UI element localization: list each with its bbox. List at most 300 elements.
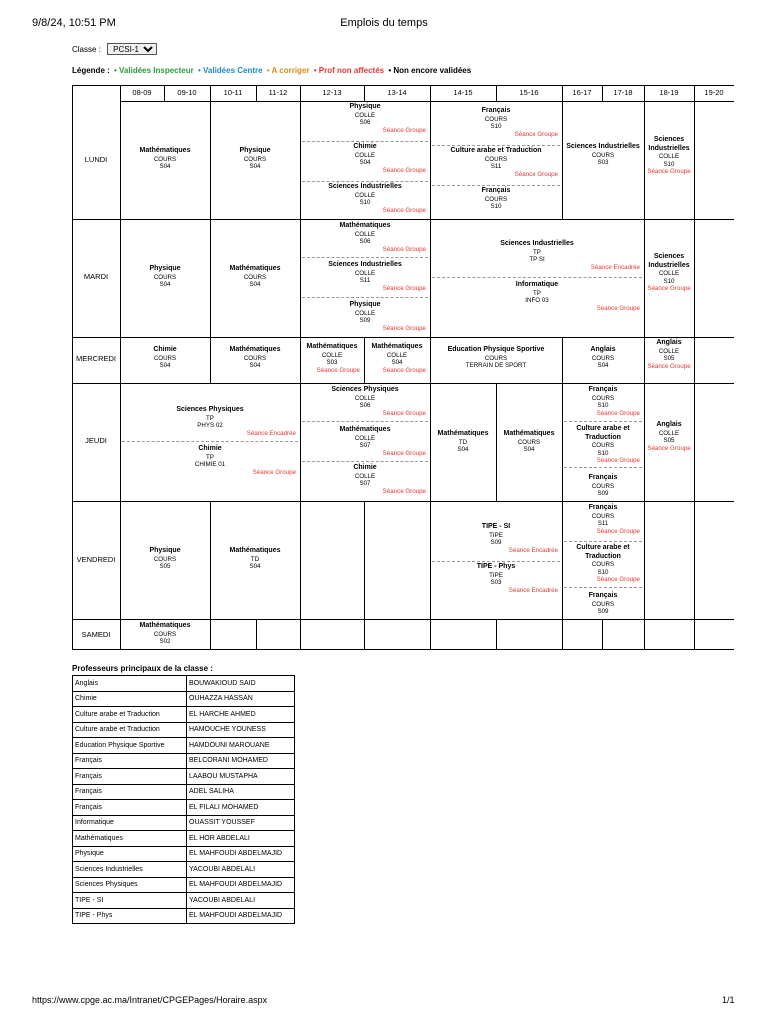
profs-subject: Français bbox=[73, 800, 187, 816]
session-cell[interactable] bbox=[120, 622, 210, 646]
profs-row bbox=[73, 877, 295, 893]
profs-teacher: EL HARCHE AHMED bbox=[187, 707, 295, 723]
session-cell[interactable] bbox=[210, 265, 300, 289]
session-cell[interactable] bbox=[300, 301, 430, 332]
session-group-note: Séance Groupe bbox=[596, 304, 640, 312]
hour-header: 11-12 bbox=[268, 88, 288, 97]
separator-dashed bbox=[122, 441, 298, 442]
session-subject: Français bbox=[588, 592, 618, 599]
session-group-note: Séance Groupe bbox=[382, 206, 426, 214]
session-room: S04 bbox=[159, 281, 171, 288]
session-subject: Français bbox=[588, 474, 618, 481]
session-room: S05 bbox=[159, 563, 171, 570]
session-cell[interactable] bbox=[644, 136, 694, 176]
session-subject: Sciences Industrielles bbox=[328, 261, 402, 268]
profs-row bbox=[73, 707, 295, 723]
session-subject: Chimie bbox=[353, 464, 377, 471]
session-room: TERRAIN DE SPORT bbox=[465, 362, 527, 369]
session-subject: Sciences Industrielles bbox=[648, 253, 690, 269]
profs-subject: Chimie bbox=[73, 691, 187, 707]
session-group-note: Séance Groupe bbox=[382, 409, 426, 417]
session-cell[interactable] bbox=[300, 143, 430, 174]
session-group-note: Séance Encadrée bbox=[508, 586, 558, 594]
profs-subject: Français bbox=[73, 753, 187, 769]
session-cell[interactable] bbox=[300, 222, 430, 253]
profs-row bbox=[73, 831, 295, 847]
session-cell[interactable] bbox=[562, 544, 644, 584]
hour-header: 16-17 bbox=[572, 88, 592, 97]
day-mercredi: MERCREDI bbox=[75, 354, 116, 363]
profs-row bbox=[73, 769, 295, 785]
session-room: S10 bbox=[597, 449, 609, 457]
profs-subject: Sciences Industrielles bbox=[73, 862, 187, 878]
session-type: TIPE bbox=[489, 571, 503, 579]
profs-teacher: EL MAHFOUDI ABDELMAJID bbox=[187, 846, 295, 862]
session-room: S06 bbox=[359, 119, 371, 126]
session-subject: Mathématiques bbox=[339, 426, 391, 433]
session-cell[interactable] bbox=[430, 187, 562, 211]
session-type: COURS bbox=[243, 273, 267, 281]
hour-header: 19-20 bbox=[704, 88, 724, 97]
session-type: COLLE bbox=[386, 351, 408, 359]
session-subject: Chimie bbox=[353, 143, 377, 150]
session-cell[interactable] bbox=[120, 265, 210, 289]
grid-line bbox=[430, 619, 431, 649]
session-cell[interactable] bbox=[430, 346, 562, 370]
session-type: COURS bbox=[591, 442, 615, 449]
session-group-note: Séance Groupe bbox=[647, 285, 691, 292]
session-subject: Mathématiques bbox=[371, 343, 423, 350]
session-group-note: Séance Groupe bbox=[647, 168, 691, 175]
profs-teacher: EL HOR ABDELALI bbox=[187, 831, 295, 847]
profs-row bbox=[73, 753, 295, 769]
session-subject: Mathématiques bbox=[229, 547, 281, 554]
hour-header: 18-19 bbox=[659, 88, 679, 97]
grid-line bbox=[430, 501, 431, 619]
profs-row bbox=[73, 846, 295, 862]
session-group-note: Séance Groupe bbox=[382, 449, 426, 457]
day-mardi: MARDI bbox=[83, 272, 109, 281]
session-type: COURS bbox=[153, 354, 177, 362]
session-type: COLLE bbox=[354, 309, 376, 317]
session-cell[interactable] bbox=[300, 343, 364, 374]
separator-dashed bbox=[432, 185, 560, 186]
grid-line bbox=[694, 383, 695, 501]
profs-table bbox=[72, 675, 295, 924]
profs-teacher: EL FILALI MOHAMED bbox=[187, 800, 295, 816]
session-subject: Sciences Industrielles bbox=[648, 136, 690, 152]
session-room: S11 bbox=[490, 163, 502, 170]
session-cell[interactable] bbox=[562, 474, 644, 498]
grid-line bbox=[210, 619, 211, 649]
grid-line bbox=[72, 501, 734, 502]
separator-dashed bbox=[302, 297, 428, 298]
profs-teacher: EL MAHFOUDI ABDELMAJID bbox=[187, 908, 295, 924]
session-subject: TIPE - Phys bbox=[476, 563, 516, 570]
session-cell[interactable] bbox=[300, 261, 430, 292]
session-room: S04 bbox=[249, 281, 261, 288]
profs-subject: Anglais bbox=[73, 676, 187, 692]
session-subject: Français bbox=[588, 504, 618, 511]
session-cell[interactable] bbox=[430, 107, 562, 138]
legend-validees-centre: • Validées Centre bbox=[197, 66, 263, 75]
session-type: COURS bbox=[591, 561, 615, 568]
session-cell[interactable] bbox=[120, 445, 300, 476]
session-group-note: Séance Groupe bbox=[252, 468, 296, 476]
session-subject: Culture arabe et Traduction bbox=[576, 425, 630, 441]
session-room: S06 bbox=[359, 402, 371, 409]
profs-subject: Culture arabe et Traduction bbox=[73, 707, 187, 723]
session-room: S10 bbox=[663, 160, 675, 168]
session-cell[interactable] bbox=[300, 386, 430, 417]
session-subject: Culture arabe et Traduction bbox=[450, 147, 542, 154]
session-cell[interactable] bbox=[300, 464, 430, 495]
session-cell[interactable] bbox=[562, 143, 644, 167]
session-type: COURS bbox=[484, 354, 508, 362]
session-type: COLLE bbox=[658, 270, 680, 277]
grid-line bbox=[72, 219, 734, 220]
profs-teacher: BOUWAKIOUD SAID bbox=[187, 676, 295, 692]
session-type: COLLE bbox=[658, 347, 680, 355]
session-room: S02 bbox=[159, 638, 171, 645]
grid-line bbox=[72, 619, 734, 620]
classe-selector bbox=[72, 43, 157, 55]
hour-header: 12-13 bbox=[322, 88, 342, 97]
session-room: S10 bbox=[359, 199, 371, 206]
session-room: S04 bbox=[391, 359, 403, 366]
separator-dashed bbox=[564, 541, 642, 542]
hour-header: 08-09 bbox=[132, 88, 152, 97]
session-group-note: Séance Groupe bbox=[382, 126, 426, 134]
grid-line bbox=[72, 649, 734, 650]
grid-line bbox=[120, 101, 734, 102]
session-subject: Français bbox=[481, 187, 511, 194]
session-room: S11 bbox=[359, 277, 371, 284]
session-cell[interactable] bbox=[430, 281, 644, 312]
grid-line bbox=[72, 85, 73, 649]
profs-row bbox=[73, 784, 295, 800]
session-room: S04 bbox=[457, 446, 469, 453]
profs-teacher: OUASSIT YOUSSEF bbox=[187, 815, 295, 831]
profs-subject: TIPE - SI bbox=[73, 893, 187, 909]
profs-row bbox=[73, 676, 295, 692]
profs-teacher: YACOUBI ABDELALI bbox=[187, 893, 295, 909]
session-type: COURS bbox=[591, 600, 615, 608]
grid-line bbox=[694, 501, 695, 619]
session-room: PHYS 02 bbox=[197, 422, 223, 429]
legend-label: Légende : bbox=[72, 66, 110, 75]
grid-line bbox=[72, 383, 734, 384]
session-cell[interactable] bbox=[430, 147, 562, 178]
session-type: COLLE bbox=[354, 472, 376, 480]
session-type: COURS bbox=[591, 482, 615, 490]
hour-header: 15-16 bbox=[519, 88, 539, 97]
session-type: COURS bbox=[153, 155, 177, 163]
session-cell[interactable] bbox=[120, 547, 210, 571]
session-subject: Anglais bbox=[656, 421, 682, 428]
separator-dashed bbox=[564, 467, 642, 468]
session-room: S03 bbox=[597, 159, 609, 166]
hour-header: 10-11 bbox=[223, 88, 243, 97]
classe-label: Classe : bbox=[72, 45, 101, 54]
session-cell[interactable] bbox=[562, 592, 644, 616]
session-subject: Culture arabe et Traduction bbox=[576, 544, 630, 560]
session-subject: Anglais bbox=[656, 339, 682, 346]
separator-dashed bbox=[432, 145, 560, 146]
session-room: S07 bbox=[359, 480, 371, 487]
day-jeudi: JEUDI bbox=[85, 436, 107, 445]
session-cell[interactable] bbox=[300, 103, 430, 134]
session-subject: Physique bbox=[149, 547, 181, 554]
session-subject: Mathématiques bbox=[339, 222, 391, 229]
legend-non-encore-validees: • Non encore validées bbox=[388, 66, 472, 75]
session-subject: Physique bbox=[349, 301, 381, 308]
legend bbox=[72, 66, 473, 75]
session-cell[interactable] bbox=[430, 240, 644, 271]
session-room: S06 bbox=[359, 238, 371, 245]
session-room: S04 bbox=[159, 163, 171, 170]
day-lundi: LUNDI bbox=[84, 155, 108, 164]
session-group-note: Séance Groupe bbox=[596, 527, 640, 535]
print-page-number: 1/1 bbox=[722, 995, 735, 1005]
session-group-note: Séance Groupe bbox=[596, 457, 640, 464]
grid-line bbox=[496, 619, 497, 649]
session-room: S09 bbox=[597, 490, 609, 497]
session-group-note: Séance Groupe bbox=[382, 166, 426, 174]
session-subject: Mathématiques bbox=[139, 147, 191, 154]
grid-line bbox=[644, 619, 645, 649]
separator-dashed bbox=[302, 421, 428, 422]
session-room: S09 bbox=[490, 539, 502, 546]
session-type: COURS bbox=[153, 273, 177, 281]
session-room: S10 bbox=[490, 203, 502, 210]
session-subject: Physique bbox=[349, 103, 381, 110]
grid-line bbox=[694, 101, 695, 219]
session-room: S07 bbox=[359, 442, 371, 449]
profs-row bbox=[73, 800, 295, 816]
session-cell[interactable] bbox=[430, 563, 562, 594]
session-subject: Sciences Industrielles bbox=[566, 143, 640, 150]
legend-a-corriger: • A corriger bbox=[266, 66, 310, 75]
grid-line bbox=[562, 619, 563, 649]
session-group-note: Séance Encadrée bbox=[590, 263, 640, 271]
session-group-note: Séance Groupe bbox=[647, 362, 691, 370]
session-type: COURS bbox=[484, 115, 508, 123]
session-subject: Anglais bbox=[590, 346, 616, 353]
session-group-note: Séance Groupe bbox=[596, 409, 640, 417]
session-subject: Sciences Industrielles bbox=[500, 240, 574, 247]
day-samedi: SAMEDI bbox=[81, 630, 111, 639]
session-room: S10 bbox=[663, 277, 675, 285]
hour-header: 09-10 bbox=[177, 88, 197, 97]
separator-dashed bbox=[564, 421, 642, 422]
session-cell[interactable] bbox=[210, 346, 300, 370]
profs-row bbox=[73, 862, 295, 878]
session-group-note: Séance Encadrée bbox=[508, 546, 558, 554]
grid-line bbox=[602, 619, 603, 649]
session-room: S10 bbox=[490, 123, 502, 130]
session-type: TP bbox=[206, 414, 214, 422]
profs-row bbox=[73, 815, 295, 831]
session-cell[interactable] bbox=[430, 523, 562, 554]
session-cell[interactable] bbox=[120, 147, 210, 171]
profs-row bbox=[73, 691, 295, 707]
session-cell[interactable] bbox=[210, 147, 300, 171]
session-room: S04 bbox=[249, 563, 261, 570]
grid-line bbox=[694, 619, 695, 649]
profs-teacher: EL MAHFOUDI ABDELMAJID bbox=[187, 877, 295, 893]
day-vendredi: VENDREDI bbox=[76, 555, 116, 564]
profs-row bbox=[73, 738, 295, 754]
session-cell[interactable] bbox=[562, 386, 644, 417]
session-subject: Chimie bbox=[198, 445, 222, 452]
profs-teacher: LAABOU MUSTAPHA bbox=[187, 769, 295, 785]
session-type: TP bbox=[533, 289, 541, 297]
session-group-note: Séance Groupe bbox=[647, 444, 691, 452]
session-type: COURS bbox=[517, 438, 541, 446]
session-type: COURS bbox=[243, 354, 267, 362]
session-group-note: Séance Groupe bbox=[382, 366, 426, 374]
session-room: S03 bbox=[490, 579, 502, 586]
hour-header: 17-18 bbox=[613, 88, 633, 97]
session-cell[interactable] bbox=[644, 421, 694, 452]
classe-select[interactable] bbox=[107, 43, 157, 55]
grid-line bbox=[364, 501, 365, 619]
separator-dashed bbox=[302, 141, 428, 142]
session-room: S05 bbox=[663, 355, 675, 362]
session-cell[interactable] bbox=[300, 183, 430, 214]
profs-teacher: HAMDOUNI MAROUANE bbox=[187, 738, 295, 754]
profs-subject: Education Physique Sportive bbox=[73, 738, 187, 754]
session-type: COLLE bbox=[354, 230, 376, 238]
session-cell[interactable] bbox=[496, 430, 562, 454]
session-subject: Physique bbox=[149, 265, 181, 272]
page-title: Emplois du temps bbox=[340, 17, 428, 29]
session-room: S04 bbox=[597, 362, 609, 369]
profs-teacher: YACOUBI ABDELALI bbox=[187, 862, 295, 878]
session-room: CHIMIE 01 bbox=[194, 461, 226, 468]
session-cell[interactable] bbox=[300, 426, 430, 457]
session-room: S11 bbox=[597, 520, 609, 527]
profs-row bbox=[73, 722, 295, 738]
grid-line bbox=[72, 337, 734, 338]
session-group-note: Séance Groupe bbox=[316, 366, 360, 374]
session-type: COLLE bbox=[354, 434, 376, 442]
session-cell[interactable] bbox=[562, 425, 644, 465]
hour-header: 14-15 bbox=[453, 88, 473, 97]
session-cell[interactable] bbox=[644, 339, 694, 370]
session-type: COLLE bbox=[354, 151, 376, 159]
separator-dashed bbox=[302, 181, 428, 182]
profs-subject: Français bbox=[73, 784, 187, 800]
session-type: COURS bbox=[591, 512, 615, 520]
session-type: TD bbox=[458, 438, 468, 446]
session-cell[interactable] bbox=[562, 346, 644, 370]
session-type: COLLE bbox=[354, 269, 376, 277]
session-room: TP SI bbox=[529, 256, 545, 263]
grid-line bbox=[256, 619, 257, 649]
session-group-note: Séance Groupe bbox=[514, 130, 558, 138]
session-subject: Mathématiques bbox=[229, 265, 281, 272]
separator-dashed bbox=[432, 277, 642, 278]
session-type: COURS bbox=[484, 195, 508, 203]
session-room: S09 bbox=[359, 317, 371, 324]
session-type: TIPE bbox=[489, 531, 503, 539]
session-room: INFO 03 bbox=[525, 297, 549, 304]
separator-dashed bbox=[302, 461, 428, 462]
session-subject: Sciences Physiques bbox=[331, 386, 399, 393]
grid-line bbox=[694, 219, 695, 337]
session-type: COURS bbox=[591, 394, 615, 402]
session-type: TP bbox=[533, 248, 541, 256]
session-cell[interactable] bbox=[120, 406, 300, 437]
grid-line bbox=[300, 619, 301, 649]
session-group-note: Séance Groupe bbox=[382, 487, 426, 495]
session-group-note: Séance Groupe bbox=[514, 170, 558, 178]
session-type: TP bbox=[206, 453, 214, 461]
legend-prof-non-affectes: • Prof non affectés bbox=[313, 66, 385, 75]
session-subject: Mathématiques bbox=[306, 343, 358, 350]
grid-line bbox=[644, 501, 645, 619]
session-cell[interactable] bbox=[430, 430, 496, 454]
session-subject: Chimie bbox=[153, 346, 177, 353]
session-type: TD bbox=[250, 555, 260, 563]
session-group-note: Séance Groupe bbox=[596, 576, 640, 583]
grid-line bbox=[694, 337, 695, 383]
grid-line bbox=[430, 219, 431, 337]
profs-subject: TIPE - Phys bbox=[73, 908, 187, 924]
grid-line bbox=[120, 383, 121, 501]
session-cell[interactable] bbox=[562, 504, 644, 535]
session-room: S04 bbox=[359, 159, 371, 166]
profs-teacher: ADEL SALIHA bbox=[187, 784, 295, 800]
print-datetime: 9/8/24, 10:51 PM bbox=[32, 17, 116, 29]
session-subject: Mathématiques bbox=[503, 430, 555, 437]
session-room: S05 bbox=[663, 437, 675, 444]
session-subject: Informatique bbox=[515, 281, 559, 288]
profs-subject: Mathématiques bbox=[73, 831, 187, 847]
session-group-note: Séance Groupe bbox=[382, 284, 426, 292]
separator-dashed bbox=[432, 561, 560, 562]
grid-line bbox=[300, 501, 301, 619]
session-room: S09 bbox=[597, 608, 609, 615]
session-subject: Mathématiques bbox=[139, 622, 191, 629]
session-type: COLLE bbox=[354, 111, 376, 119]
session-type: COURS bbox=[484, 155, 508, 163]
session-room: S10 bbox=[597, 568, 609, 576]
grid-line bbox=[364, 619, 365, 649]
session-cell[interactable] bbox=[210, 547, 300, 571]
separator-dashed bbox=[302, 257, 428, 258]
session-subject: Mathématiques bbox=[229, 346, 281, 353]
session-type: COURS bbox=[591, 354, 615, 362]
profs-subject: Français bbox=[73, 769, 187, 785]
session-cell[interactable] bbox=[120, 346, 210, 370]
legend-validees-inspecteur: • Validées Inspecteur bbox=[114, 66, 194, 75]
session-cell[interactable] bbox=[644, 253, 694, 293]
session-room: S04 bbox=[159, 362, 171, 369]
session-subject: Sciences Industrielles bbox=[328, 183, 402, 190]
session-type: COURS bbox=[153, 630, 177, 638]
profs-row bbox=[73, 908, 295, 924]
session-group-note: Séance Groupe bbox=[382, 324, 426, 332]
session-cell[interactable] bbox=[364, 343, 430, 374]
session-subject: Mathématiques bbox=[437, 430, 489, 437]
session-room: S04 bbox=[249, 163, 261, 170]
session-group-note: Séance Encadrée bbox=[246, 429, 296, 437]
session-room: S04 bbox=[523, 446, 535, 453]
session-type: COLLE bbox=[658, 153, 680, 160]
